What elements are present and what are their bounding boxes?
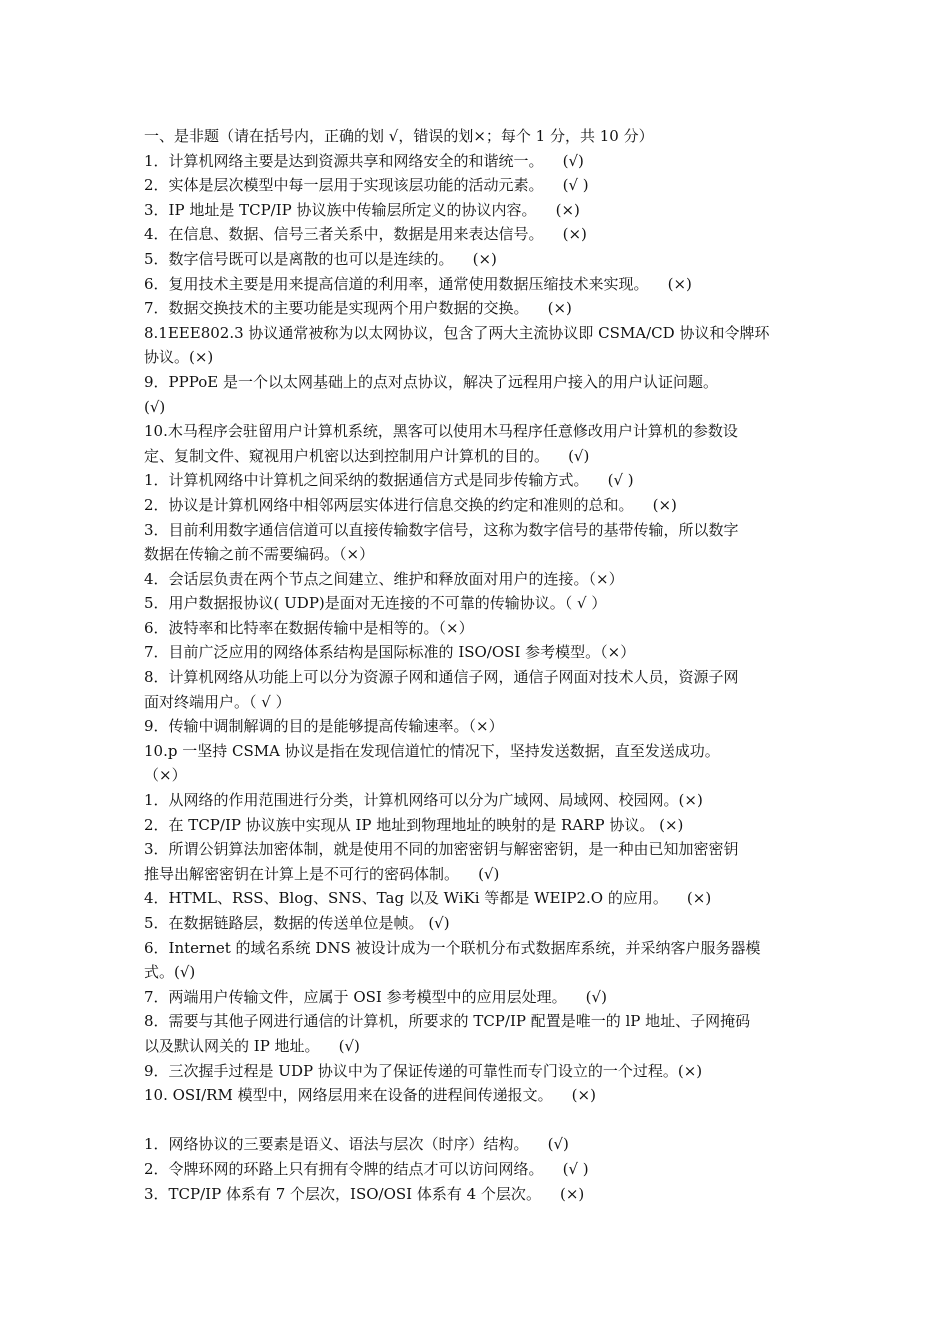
section-heading: 一、是非题（请在括号内，正确的划 √，错误的划×；每个 1 分，共 10 分） xyxy=(144,127,654,145)
question-line: 3．TCP/IP 体系有 7 个层次，ISO/OSI 体系有 4 个层次。 (×) xyxy=(144,1184,585,1203)
question-line: 7．数据交换技术的主要功能是实现两个用户数据的交换。 (×) xyxy=(144,299,572,318)
question-line: 9．传输中调制解调的目的是能够提高传输速率。（×） xyxy=(144,717,504,736)
question-line: 以及默认网关的 IP 地址。 (√) xyxy=(144,1036,360,1055)
question-line: 9．三次握手过程是 UDP 协议中为了保证传递的可靠性而专门设立的一个过程。(×) xyxy=(144,1061,703,1080)
question-line: 2．令牌环网的环路上只有拥有令牌的结点才可以访问网络。 (√ ) xyxy=(144,1159,589,1178)
question-line: 6．波特率和比特率在数据传输中是相等的。（×） xyxy=(144,618,474,637)
question-line: 10.木马程序会驻留用户计算机系统，黑客可以使用木马程序任意修改用户计算机的参数设 xyxy=(144,422,738,441)
question-line: 4．HTML、RSS、Blog、SNS、Tag 以及 WiKi 等都是 WEIP2.O 的应用。 (×) xyxy=(144,889,712,908)
question-line: 4．会话层负责在两个节点之间建立、维护和释放面对用户的连接。（×） xyxy=(144,569,624,588)
question-line: 10.p 一坚持 CSMA 协议是指在发现信道忙的情况下，坚持发送数据，直至发送成功。 xyxy=(144,741,720,760)
question-line: 2．实体是层次模型中每一层用于实现该层功能的活动元素。 (√ ) xyxy=(144,176,589,195)
question-line: 10. OSI/RM 模型中，网络层用来在设备的进程间传递报文。 (×) xyxy=(144,1086,596,1105)
question-line: 7．目前广泛应用的网络体系结构是国际标准的 ISO/OSI 参考模型。（×） xyxy=(144,643,636,662)
question-line: 4．在信息、数据、信号三者关系中，数据是用来表达信号。 (×) xyxy=(144,225,587,244)
document-body xyxy=(144,124,809,1206)
question-line: 式。(√) xyxy=(144,963,196,982)
question-line: 9．PPPoE 是一个以太网基础上的点对点协议，解决了远程用户接入的用户认证问题。 xyxy=(144,372,718,391)
question-line: 8．计算机网络从功能上可以分为资源子网和通信子网，通信子网面对技术人员，资源子网 xyxy=(144,668,739,687)
question-line: 协议。(×) xyxy=(144,348,214,367)
question-line: 5．用户数据报协议( UDP)是面对无连接的不可靠的传输协议。（ √ ） xyxy=(144,594,607,613)
question-line: 8．需要与其他子网进行通信的计算机，所要求的 TCP/IP 配置是唯一的 lP 地址、子网掩码 xyxy=(144,1012,751,1031)
question-line: （×） xyxy=(144,766,187,785)
question-line: 3．IP 地址是 TCP/IP 协议族中传输层所定义的协议内容。 (×) xyxy=(144,200,580,219)
question-line: 5．数字信号既可以是离散的也可以是连续的。 (×) xyxy=(144,249,497,268)
question-line: 8.1EEE802.3 协议通常被称为以太网协议，包含了两大主流协议即 CSMA/CD 协议和令牌环 xyxy=(144,323,770,342)
blank-line xyxy=(144,1108,809,1133)
question-line: 1．网络协议的三要素是语义、语法与层次（时序）结构。 (√) xyxy=(144,1135,569,1154)
question-line: 3．所谓公钥算法加密体制，就是使用不同的加密密钥与解密密钥，是一种由已知加密密钥 xyxy=(144,840,739,859)
question-line: 面对终端用户。（ √ ） xyxy=(144,692,291,711)
question-line: (√) xyxy=(144,397,166,416)
question-line: 1．计算机网络主要是达到资源共享和网络安全的和谐统一。 (√) xyxy=(144,151,584,170)
question-line: 2．协议是计算机网络中相邻两层实体进行信息交换的约定和准则的总和。 (×) xyxy=(144,495,677,514)
question-line: 6．复用技术主要是用来提高信道的利用率，通常使用数据压缩技术来实现。 (×) xyxy=(144,274,692,293)
question-line: 1．从网络的作用范围进行分类，计算机网络可以分为广域网、局域网、校园网。(×) xyxy=(144,791,703,810)
question-line: 数据在传输之前不需要编码。（×） xyxy=(144,545,375,564)
question-line: 定、复制文件、窥视用户机密以达到控制用户计算机的目的。 (√) xyxy=(144,446,590,465)
question-line: 7．两端用户传输文件，应属于 OSI 参考模型中的应用层处理。 (√) xyxy=(144,987,607,1006)
question-line: 3．目前利用数字通信信道可以直接传输数字信号，这称为数字信号的基带传输，所以数字 xyxy=(144,520,739,539)
question-line: 6．Internet 的域名系统 DNS 被设计成为一个联机分布式数据库系统，并采纳客户服务器模 xyxy=(144,938,761,957)
question-line: 2．在 TCP/IP 协议族中实现从 IP 地址到物理地址的映射的是 RARP 协议。 (×) xyxy=(144,815,684,834)
question-line: 1．计算机网络中计算机之间采纳的数据通信方式是同步传输方式。 (√ ) xyxy=(144,471,634,490)
question-line: 5．在数据链路层，数据的传送单位是帧。 (√) xyxy=(144,914,450,932)
question-line: 推导出解密密钥在计算上是不可行的密码体制。 (√) xyxy=(144,864,500,883)
